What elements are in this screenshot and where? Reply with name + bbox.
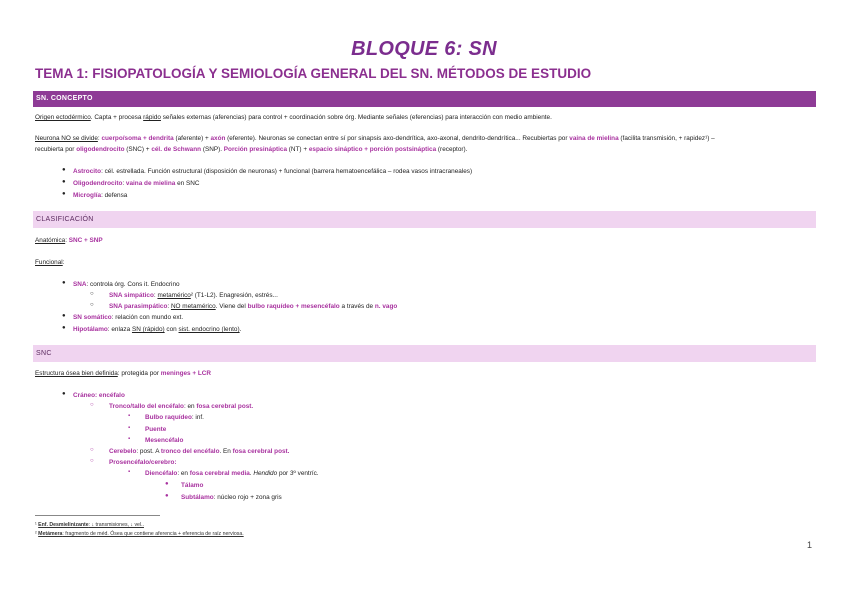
bullet-dot: ● [165,481,169,487]
prosencefalo-diencefalo [145,469,319,478]
anatomica-value: SNC + SNP [68,237,103,244]
bullet-square: ▪ [128,425,131,431]
neurona2-text-a: recubierta por [35,146,77,153]
astrocito-text: : cél. estrellada. Función estructural (disposición de neuronas) + funcional (barrera hematoencefálica – rodea vasos intracraneales) [101,168,473,175]
bullet-dot: ● [62,391,66,397]
para-label: SNA parasimpático [109,303,168,310]
mesencefalo-label: Mesencéfalo [145,437,184,444]
estructura-meninges: meninges + LCR [160,370,212,377]
glia-microglia [73,191,127,200]
clasificacion-funcional [35,258,65,267]
sna-parasimpatico [109,302,397,311]
glia-astrocito [73,167,472,176]
snc-cerebelo [109,447,289,456]
cerebelo-label: Cerebelo [109,448,137,455]
section-header-clasificacion: CLASIFICACIÓN [33,211,816,228]
origen-text-a: . Capta + procesa [90,114,144,121]
snc-estructura [35,369,211,378]
diencefalo-talamo [181,481,203,490]
somatico-label: SN somático [73,314,112,321]
neurona-text-a: : [97,135,102,142]
oligo-label: Oligodendrocito [73,180,123,187]
bullet-dot: ● [62,313,66,319]
funcional-hipotalamo [73,325,241,334]
snc-tronco [109,402,253,411]
subtalamo-label: Subtálamo [181,494,214,501]
para-text-c: a través de [339,303,375,310]
sna-label: SNA [73,281,87,288]
concepto-neurona-line-2 [35,145,467,154]
fn1-number: ¹ [35,522,39,528]
neurona-text-d: (facilita transmisión, + rapidez¹) – [618,135,715,142]
funcional-somatico [73,313,183,322]
concepto-origen-line [35,113,552,122]
oligo-vaina: vaina de mielina [125,180,176,187]
neurona2-text-b: (SNC) + [124,146,152,153]
anatomica-label: Anatómica [35,237,66,244]
bullet-circle: ○ [90,402,94,408]
hipo-text-b: con [164,326,179,333]
glia-oligodendrocito [73,179,199,188]
neurona2-schwann: cél. de Schwann [151,146,202,153]
concepto-neurona-line-1 [35,134,715,143]
hipo-text-a: : enlaza [107,326,132,333]
funcional-label: Funcional [35,259,63,266]
diencefalo-subtalamo [181,493,282,502]
neurona2-text-c: (SNP). [201,146,224,153]
microglia-label: Microglía [73,192,102,199]
craneo-label: Cráneo: encéfalo [73,392,125,399]
talamo-label: Tálamo [181,482,204,489]
hipo-text-c: . [239,326,242,333]
sna-simpatico [109,291,278,300]
simpatico-label: SNA simpático [109,292,154,299]
bullet-dot: ● [62,179,66,185]
bullet-dot: ● [62,191,66,197]
bullet-circle: ○ [90,458,94,464]
section-header-snc: SNC [33,345,816,362]
neurona2-sinaptico: espacio sináptico + porción postsináptica [308,146,437,153]
section-header-concepto: SN. CONCEPTO [33,91,816,107]
neurona2-text-d: (NT) + [287,146,309,153]
neurona2-presinaptica: Porción presináptica [223,146,287,153]
cerebelo-text-b: . En [219,448,233,455]
footnote-2 [35,531,244,538]
bullet-dot: ● [62,167,66,173]
cerebelo-text-a: : post. A [136,448,161,455]
neurona2-oligo: oligodendrocito [76,146,125,153]
prosencefalo-label: Prosencéfalo/cerebro: [109,459,177,466]
footnote-divider [35,515,160,516]
sna-text: : controla órg. Cons it. Endocrino [86,281,180,288]
clasificacion-anatomica [35,236,103,245]
simpatico-text-b: ² (T1-L2). Enagresión, estrés... [190,292,278,299]
bullet-circle: ○ [90,447,94,453]
bullet-square: ▪ [128,469,131,475]
origen-rapido: rápido [143,114,161,121]
document-subtitle: TEMA 1: FISIOPATOLOGÍA Y SEMIOLOGÍA GENERAL DEL SN. MÉTODOS DE ESTUDIO [35,66,592,81]
bulbo-text: : inf. [191,414,204,421]
origen-label: Origen ectodérmico [35,114,91,121]
para-no-metamerico: NO metamérico [170,303,216,310]
simpatico-metamerico: metamérico [157,292,191,299]
diencefalo-label: Diencéfalo [145,470,178,477]
simpatico-text-a: : [153,292,158,299]
cerebelo-fosa: fosa cerebral post. [232,448,290,455]
para-bulbo: bulbo raquídeo + mesencéfalo [247,303,340,310]
somatico-text: : relación con mundo ext. [111,314,184,321]
snc-prosencefalo [109,458,176,467]
page-number: 1 [807,540,813,550]
tronco-puente [145,425,166,434]
footnote-1 [35,522,144,529]
fn1-text: : ↓ transmisiones, ↓ vel.. [88,522,144,528]
estructura-text: : protegida por [117,370,161,377]
fn2-number: ² [35,531,39,537]
astrocito-label: Astrocito [73,168,102,175]
hipo-label: Hipotálamo [73,326,108,333]
subtalamo-text: : núcleo rojo + zona gris [213,494,282,501]
bullet-square: ▪ [128,413,131,419]
document-title: BLOQUE 6: SN [351,38,497,60]
para-text-a: : [167,303,171,310]
tronco-text: : en [183,403,197,410]
hipo-sn: SN (rápido) [131,326,165,333]
bullet-square: ▪ [128,436,131,442]
funcional-sep: : [62,259,65,266]
fn1-label: Enf. Desmielinizante [38,522,89,528]
bullet-dot: ● [62,280,66,286]
snc-craneo [73,391,125,400]
cerebelo-tronco: tronco del encéfalo [160,448,220,455]
tronco-mesencefalo [145,436,183,445]
neurona-text-c: (eferente). Neuronas se conectan entre sí por sinapsis axo-dendrítica, axo-axonal, dendrito-dendrítica... Recubiertas por [225,135,570,142]
neurona-vaina: vaina de mielina [569,135,619,142]
anatomica-sep: : [65,237,69,244]
para-vago: n. vago [374,303,398,310]
neurona-text-b: (aferente) + [173,135,211,142]
diencefalo-text-a: : en [177,470,190,477]
fn2-label: Metámera [38,531,63,537]
neurona-cuerpo: cuerpo/soma + dendrita [101,135,174,142]
oligo-text: : [122,180,126,187]
bullet-circle: ○ [90,302,94,308]
estructura-label: Estructura ósea bien definida [35,370,118,377]
diencefalo-fosa: fosa cerebral media [189,470,250,477]
bullet-dot: ● [62,325,66,331]
neurona2-text-e: (receptor). [436,146,468,153]
bullet-circle: ○ [90,291,94,297]
diencefalo-text-b: . [249,470,254,477]
puente-label: Puente [145,426,167,433]
origen-text-b: señales externas (aferencias) para control + coordinación sobre órg. Mediante señales (eferencias) para interacción con medio ambiente. [160,114,552,121]
microglia-text: : defensa [101,192,128,199]
diencefalo-text-c: por 3º ventríc. [277,470,319,477]
tronco-label: Tronco/tallo del encéfalo [109,403,184,410]
diencefalo-hendido: Hendido [253,470,278,477]
neurona-label: Neurona NO se divide [35,135,98,142]
funcional-sna [73,280,180,289]
bullet-dot: ● [165,493,169,499]
neurona-axon: axón [210,135,226,142]
tronco-fosa: fosa cerebral post. [196,403,254,410]
hipo-endocrino: sist. endocrino (lento) [178,326,240,333]
bulbo-label: Bulbo raquídeo [145,414,192,421]
fn2-text: : fragmento de méd. Ósea que contiene aferencia + eferencia de raíz nerviosa. [62,531,244,537]
para-text-b: . Viene del [215,303,248,310]
tronco-bulbo [145,413,204,422]
oligo-tail: en SNC [175,180,200,187]
